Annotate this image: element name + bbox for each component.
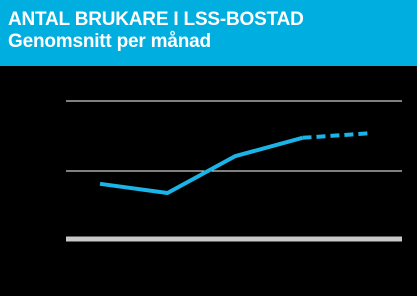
series-line-actual — [100, 138, 303, 193]
chart-title: ANTAL BRUKARE I LSS-BOSTAD — [8, 9, 304, 30]
chart-subtitle: Genomsnitt per månad — [8, 31, 211, 52]
series-line-forecast — [303, 133, 371, 138]
